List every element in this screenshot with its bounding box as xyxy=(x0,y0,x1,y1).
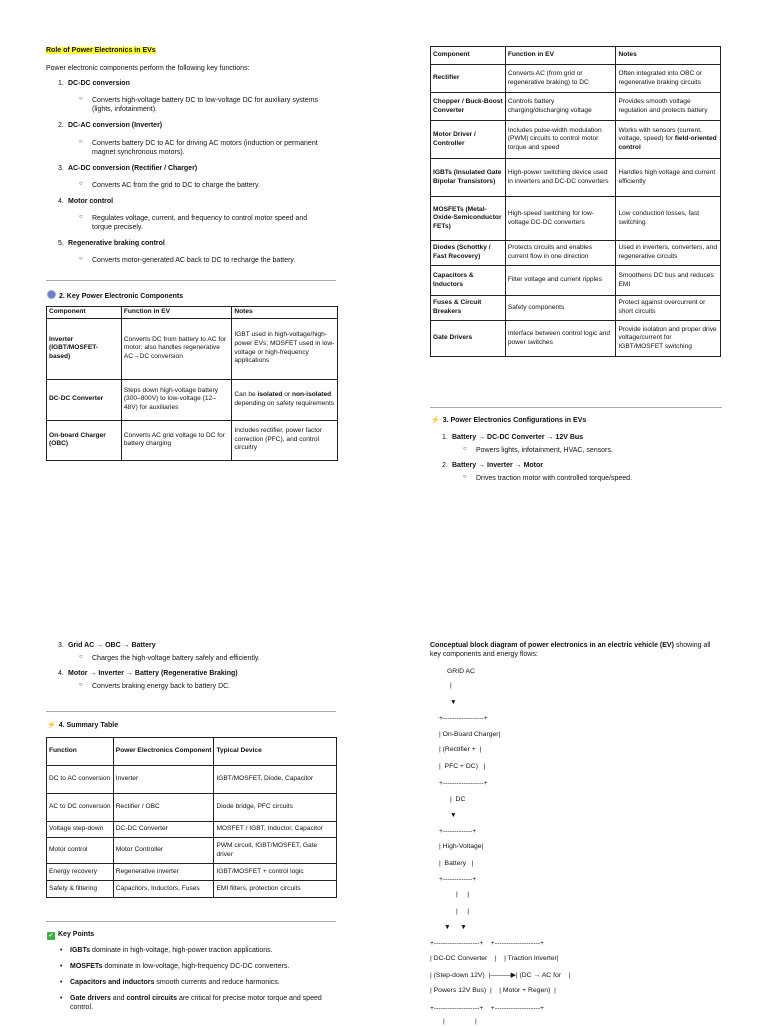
diagram-line: GRID AC xyxy=(447,668,475,675)
table-cell: Protect against overcurrent or short circuits xyxy=(616,296,721,321)
diagram-line: | (Step-down 12V) |———▶| (DC → AC for | xyxy=(430,972,571,979)
table-cell: Fuses & Circuit Breakers xyxy=(431,296,506,321)
table-cell: AC to DC conversion xyxy=(47,794,114,822)
table-cell: Protects circuits and enables current flow in one direction xyxy=(505,241,616,266)
table-cell: Diodes (Schottky / Fast Recovery) xyxy=(431,241,506,266)
config-item: Grid AC → OBC → Battery xyxy=(68,642,156,649)
table-cell: Capacitors & Inductors xyxy=(431,266,506,296)
table-cell: Often integrated into OBC or regenerative braking circuits xyxy=(616,65,721,93)
table-row xyxy=(431,266,721,296)
divider xyxy=(46,921,336,922)
diagram-line: | Battery | xyxy=(439,860,474,867)
table-cell: Converts DC from battery to AC for motor; also handles regenerative AC→DC conversion xyxy=(121,318,232,379)
table-cell: Regenerative inverter xyxy=(113,864,214,881)
table-cell: Steps down high-voltage battery (300–800V) to low-voltage (12–48V) for auxiliaries xyxy=(121,379,232,420)
list-item-detail: ○ Converts AC from the grid to DC to charge the battery. xyxy=(83,181,324,190)
table-cell: High-speed switching for low-voltage DC-DC converters xyxy=(505,197,616,241)
config-sub: ○ Charges the high-voltage battery safely and efficiently. xyxy=(83,654,324,663)
table-cell: Gate Drivers xyxy=(431,321,506,357)
table-cell: Voltage step-down xyxy=(47,822,114,838)
diagram-line: +------------------+ xyxy=(439,715,488,722)
table-cell: Can be isolated or non-isolated depending on safety requirements xyxy=(232,379,338,420)
col-header: Component xyxy=(47,307,122,319)
intro-text: Power electronic components perform the following key functions: xyxy=(46,65,250,73)
table-cell: Motor control xyxy=(47,838,114,864)
diagram-line: | xyxy=(450,682,452,689)
diagram-line: +------------------+ xyxy=(439,780,488,787)
config-list-2: 3. Grid AC → OBC → Battery ○ Charges the high-voltage battery safely and efficiently. 4. Motor → Inverter → Battery (Regenerative Braking) ○ Converts braking energy back to battery DC. xyxy=(46,636,336,691)
config-list-1: 1. Battery → DC-DC Converter → 12V Bus ○ Powers lights, infotainment, HVAC, sensors. 2. Battery → Inverter → Motor ○ Drives traction motor with controlled torque/speed. xyxy=(430,428,720,483)
diagram-intro: Conceptual block diagram of power electronics in an electric vehicle (EV) showing all key components and energy flows: xyxy=(430,642,711,659)
config-item: Battery → DC-DC Converter → 12V Bus xyxy=(452,434,584,441)
diagram-line: +--------------------+ +--------------------+ xyxy=(430,940,544,947)
list-item: • Capacitors and inductors smooth currents and reduce harmonics. xyxy=(70,978,342,987)
table-row xyxy=(431,93,721,121)
table-cell: DC-DC Converter xyxy=(47,379,122,420)
divider xyxy=(46,711,336,712)
diagram-line: | High-Voltage| xyxy=(439,843,484,850)
config-sub: ○ Powers lights, infotainment, HVAC, sensors. xyxy=(467,446,708,455)
lightning-icon: ⚡ xyxy=(47,722,56,729)
table-cell: Capacitors, Inductors, Fuses xyxy=(113,881,214,898)
diagram-line: | DC xyxy=(450,796,466,803)
diagram-line: +-------------+ xyxy=(439,828,477,835)
table-cell: MOSFETs (Metal-Oxide-Semiconductor FETs) xyxy=(431,197,506,241)
table-cell: Motor Driver / Controller xyxy=(431,121,506,159)
section-bullet-icon xyxy=(47,290,56,299)
table-cell: IGBT/MOSFET + control logic xyxy=(214,864,337,881)
table-cell: IGBT used in high-voltage/high-power EVs; MOSFET used in low-voltage or high-frequency applications xyxy=(232,318,338,379)
components-table xyxy=(46,306,338,461)
table-cell: IGBTs (Insulated Gate Bipolar Transistors) xyxy=(431,159,506,197)
table-cell: EMI filters, protection circuits xyxy=(214,881,337,898)
table-cell: Inverter (IGBT/MOSFET-based) xyxy=(47,318,122,379)
col-header: Function in EV xyxy=(121,307,232,319)
list-item-detail: ○ Regulates voltage, current, and frequency to control motor speed and torque precisely. xyxy=(83,214,324,232)
list-item: 3. AC-DC conversion (Rectifier / Charger) xyxy=(58,164,198,172)
divider xyxy=(430,407,722,408)
table-row xyxy=(47,881,337,898)
function-list xyxy=(46,79,336,265)
section4-heading: ⚡ 4. Summary Table xyxy=(47,722,119,729)
table-cell: Energy recovery xyxy=(47,864,114,881)
diagram-line: ▼ xyxy=(450,699,457,706)
diagram-line: ▼ xyxy=(450,812,457,819)
section3-heading: ⚡ 3. Power Electronics Configurations in EVs xyxy=(431,417,587,424)
table-row xyxy=(431,296,721,321)
diagram-line: | PFC + DC) | xyxy=(439,763,486,770)
table-cell: On-board Charger (OBC) xyxy=(47,420,122,460)
list-item: • IGBTs dominate in high-voltage, high-power traction applications. xyxy=(70,946,342,955)
table-cell: Rectifier xyxy=(431,65,506,93)
table-cell: Converts AC grid voltage to DC for battery charging xyxy=(121,420,232,460)
diagram-line: | | xyxy=(456,908,469,915)
table-row xyxy=(431,197,721,241)
table-cell: DC to AC conversion xyxy=(47,766,114,794)
list-item-detail: ○ Converts battery DC to AC for driving AC motors (induction or permanent magnet synchronous motors). xyxy=(83,139,324,157)
table-cell: Rectifier / OBC xyxy=(113,794,214,822)
table-cell: Works with sensors (current, voltage, speed) for field-oriented control xyxy=(616,121,721,159)
list-item: 5. Regenerative braking control xyxy=(58,240,165,248)
table-cell: Handles high voltage and current efficiently xyxy=(616,159,721,197)
table-cell: Motor Controller xyxy=(113,838,214,864)
list-item: • MOSFETs dominate in low-voltage, high-frequency DC-DC converters. xyxy=(70,962,342,971)
table-cell: Interface between control logic and power switches xyxy=(505,321,616,357)
component-details-table xyxy=(430,46,721,357)
table-row xyxy=(431,65,721,93)
table-cell: Diode bridge, PFC circuits xyxy=(214,794,337,822)
table-cell: MOSFET / IGBT, Inductor, Capacitor xyxy=(214,822,337,838)
diagram-line: +-------------+ xyxy=(439,876,477,883)
table-cell: Inverter xyxy=(113,766,214,794)
table-cell: Low conduction losses, fast switching xyxy=(616,197,721,241)
divider xyxy=(46,280,336,281)
table-cell: Includes pulse-width modulation (PWM) circuits to control motor torque and speed xyxy=(505,121,616,159)
table-cell: Includes rectifier, power factor correction (PFC), and control circuitry xyxy=(232,420,338,460)
summary-table xyxy=(46,737,337,898)
table-cell: Used in inverters, converters, and regenerative circuits xyxy=(616,241,721,266)
table-cell: Provides smooth voltage regulation and protects battery xyxy=(616,93,721,121)
keypoints-heading: ✓ Key Points xyxy=(48,931,95,939)
section2-heading: 2. Key Power Electronic Components xyxy=(47,290,183,301)
col-header: Function xyxy=(47,738,114,766)
table-cell: Safety & filtering xyxy=(47,881,114,898)
table-cell: High-power switching device used in inverters and DC-DC converters xyxy=(505,159,616,197)
list-item-detail: ○ Converts high-voltage battery DC to low-voltage DC for auxiliary systems (lights, infotainment). xyxy=(83,96,324,114)
config-sub: ○ Converts braking energy back to battery DC. xyxy=(83,682,324,691)
config-sub: ○ Drives traction motor with controlled torque/speed. xyxy=(467,474,708,483)
table-row xyxy=(431,321,721,357)
list-item-detail: ○ Converts motor-generated AC back to DC to recharge the battery. xyxy=(83,256,324,265)
table-cell: DC-DC Converter xyxy=(113,822,214,838)
table-row xyxy=(47,838,337,864)
table-row xyxy=(47,766,337,794)
table-cell: Provide isolation and proper drive voltage/current for IGBT/MOSFET switching xyxy=(616,321,721,357)
diagram-line: | DC-DC Converter | | Traction Inverter| xyxy=(430,955,559,962)
diagram-line: +--------------------+ +--------------------+ xyxy=(430,1005,544,1012)
table-row xyxy=(431,241,721,266)
col-header: Notes xyxy=(232,307,338,319)
diagram-line: | On-Board Charger| xyxy=(439,731,501,738)
table-cell: IGBT/MOSFET, Diode, Capacitor xyxy=(214,766,337,794)
left-top-section xyxy=(46,46,336,265)
table-cell: Safety components xyxy=(505,296,616,321)
table-row xyxy=(47,864,337,881)
table-cell: Controls battery charging/discharging voltage xyxy=(505,93,616,121)
col-header: Component xyxy=(431,47,506,65)
list-item: • Gate drivers and control circuits are critical for precise motor torque and speed control. xyxy=(70,994,342,1012)
diagram-line: | | xyxy=(456,891,469,898)
lightning-icon: ⚡ xyxy=(431,417,440,424)
table-row xyxy=(47,794,337,822)
config-item: Motor → Inverter → Battery (Regenerative Braking) xyxy=(68,670,238,678)
diagram-line: | (Rectifier + | xyxy=(439,746,482,753)
page-title: Role of Power Electronics in EVs xyxy=(46,47,156,54)
config-item: Battery → Inverter → Motor xyxy=(452,462,544,470)
list-item: 4. Motor control xyxy=(58,197,114,205)
table-cell: Filter voltage and current ripples xyxy=(505,266,616,296)
col-header: Notes xyxy=(616,47,721,65)
table-row xyxy=(431,159,721,197)
list-item: 1. DC-DC conversion xyxy=(58,80,130,88)
col-header: Typical Device xyxy=(214,738,337,766)
diagram-line: | | xyxy=(443,1018,477,1025)
diagram-line: | Powers 12V Bus) | | Motor + Regen) | xyxy=(430,987,556,994)
table-cell: Chopper / Buck-Boost Converter xyxy=(431,93,506,121)
table-cell: PWM circuit, IGBT/MOSFET, Gate driver xyxy=(214,838,337,864)
col-header: Power Electronics Component xyxy=(113,738,214,766)
table-cell: Smoothens DC bus and reduces EMI xyxy=(616,266,721,296)
table-row xyxy=(431,121,721,159)
list-item: 2. DC-AC conversion (Inverter) xyxy=(58,122,163,130)
table-row xyxy=(47,822,337,838)
table-cell: Converts AC (from grid or regenerative braking) to DC xyxy=(505,65,616,93)
diagram-line: ▼ ▼ xyxy=(444,924,467,931)
checkmark-icon: ✓ xyxy=(48,933,54,939)
col-header: Function in EV xyxy=(505,47,616,65)
